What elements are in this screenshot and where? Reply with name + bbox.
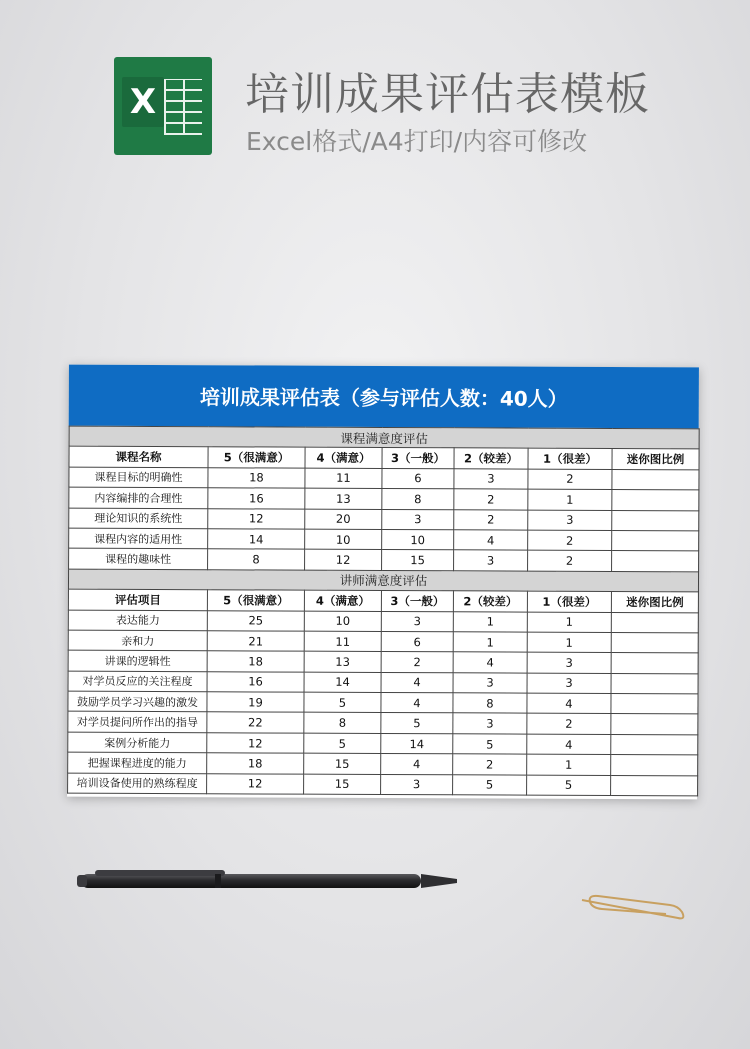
value-cell: 3 [381, 611, 453, 632]
value-cell: 18 [208, 468, 305, 489]
value-cell: 12 [208, 508, 305, 529]
table-row [68, 752, 698, 775]
value-cell: 3 [527, 673, 611, 694]
column-header: 迷你图比例 [612, 449, 699, 470]
table-row [69, 508, 699, 531]
value-cell: 15 [304, 774, 381, 795]
paperclip-icon [578, 892, 688, 926]
column-header: 1（很差） [528, 449, 612, 470]
row-label-cell: 表达能力 [68, 610, 207, 631]
sparkline-cell [611, 632, 698, 653]
section-label: 讲师满意度评估 [68, 569, 698, 592]
value-cell: 4 [527, 734, 611, 755]
excel-icon [114, 57, 212, 155]
value-cell: 5 [304, 733, 381, 754]
table-row [68, 650, 698, 673]
row-label-cell: 鼓励学员学习兴趣的激发 [68, 691, 207, 712]
table-row [68, 630, 698, 653]
sparkline-cell [611, 653, 698, 674]
spreadsheet-sheet [67, 365, 699, 800]
evaluation-table [67, 426, 700, 797]
value-cell: 3 [382, 509, 454, 530]
value-cell: 15 [382, 550, 454, 571]
value-cell: 5 [527, 775, 611, 796]
row-label-cell: 课程目标的明确性 [69, 467, 208, 488]
column-header: 4（满意） [304, 590, 381, 611]
value-cell: 2 [454, 509, 528, 530]
sheet-title: 培训成果评估表（参与评估人数：40人） [69, 365, 699, 429]
value-cell: 8 [304, 713, 381, 734]
value-cell: 12 [207, 733, 304, 754]
row-label-cell: 讲课的逻辑性 [68, 650, 207, 671]
value-cell: 1 [527, 632, 611, 653]
value-cell: 16 [208, 488, 305, 509]
pen-icon [75, 866, 463, 894]
row-label-cell: 培训设备使用的熟练程度 [68, 773, 207, 794]
value-cell: 25 [207, 610, 304, 631]
section-header-row [69, 426, 699, 449]
value-cell: 19 [207, 692, 304, 713]
value-cell: 3 [381, 774, 453, 795]
value-cell: 8 [208, 549, 305, 570]
value-cell: 14 [304, 672, 381, 693]
row-label-cell: 内容编排的合理性 [69, 487, 208, 508]
value-cell: 20 [305, 509, 382, 530]
table-row [68, 610, 698, 633]
excel-grid-icon [164, 79, 202, 135]
row-label-cell: 理论知识的系统性 [69, 508, 208, 529]
value-cell: 12 [207, 773, 304, 794]
sparkline-cell [611, 734, 698, 755]
row-label-cell: 亲和力 [68, 630, 207, 651]
sparkline-cell [612, 551, 699, 572]
value-cell: 5 [381, 713, 453, 734]
value-cell: 4 [381, 672, 453, 693]
value-cell: 14 [381, 733, 453, 754]
table-row [69, 528, 699, 551]
page-subtitle: Excel格式/A4打印/内容可修改 [246, 127, 588, 156]
value-cell: 2 [528, 469, 612, 490]
column-header: 5（很满意） [207, 590, 304, 611]
value-cell: 8 [382, 489, 454, 510]
table-row [69, 467, 699, 490]
value-cell: 2 [527, 714, 611, 735]
table-row [68, 712, 698, 735]
sparkline-cell [611, 714, 698, 735]
column-header: 评估项目 [68, 589, 207, 610]
row-label-cell: 对学员反应的关注程度 [68, 671, 207, 692]
value-cell: 4 [381, 693, 453, 714]
row-label-cell: 对学员提问所作出的指导 [68, 712, 207, 733]
value-cell: 2 [454, 489, 528, 510]
sparkline-cell [611, 673, 698, 694]
sparkline-cell [612, 490, 699, 511]
value-cell: 6 [381, 631, 453, 652]
value-cell: 4 [454, 530, 528, 551]
column-header: 2（较差） [454, 448, 528, 469]
table-row [68, 691, 698, 714]
sparkline-cell [612, 510, 699, 531]
value-cell: 3 [454, 550, 528, 571]
column-header: 2（较差） [453, 591, 527, 612]
sparkline-cell [612, 530, 699, 551]
row-label-cell: 课程内容的适用性 [69, 528, 208, 549]
column-header-row [69, 447, 699, 470]
value-cell: 6 [382, 468, 454, 489]
value-cell: 1 [527, 754, 611, 775]
table-row [68, 671, 698, 694]
value-cell: 13 [305, 488, 382, 509]
value-cell: 16 [207, 671, 304, 692]
value-cell: 8 [453, 693, 527, 714]
value-cell: 3 [453, 713, 527, 734]
value-cell: 4 [453, 652, 527, 673]
column-header: 5（很满意） [208, 447, 305, 468]
value-cell: 14 [208, 529, 305, 550]
column-header: 迷你图比例 [611, 592, 698, 613]
sparkline-cell [612, 469, 699, 490]
section-header-row [68, 569, 698, 592]
value-cell: 22 [207, 712, 304, 733]
value-cell: 11 [304, 631, 381, 652]
table-row [69, 548, 699, 571]
value-cell: 18 [207, 651, 304, 672]
value-cell: 5 [304, 692, 381, 713]
value-cell: 2 [528, 530, 612, 551]
sparkline-cell [611, 612, 698, 633]
row-label-cell: 课程的趣味性 [69, 548, 208, 569]
value-cell: 10 [382, 529, 454, 550]
value-cell: 3 [527, 652, 611, 673]
value-cell: 5 [453, 774, 527, 795]
value-cell: 2 [453, 754, 527, 775]
sparkline-cell [611, 694, 698, 715]
value-cell: 3 [453, 672, 527, 693]
value-cell: 2 [528, 550, 612, 571]
column-header: 3（一般） [382, 448, 454, 469]
sparkline-cell [611, 755, 698, 776]
column-header-row [68, 589, 698, 612]
value-cell: 4 [381, 754, 453, 775]
value-cell: 3 [528, 510, 612, 531]
value-cell: 21 [207, 631, 304, 652]
excel-x-glyph: X [122, 77, 164, 127]
value-cell: 11 [305, 468, 382, 489]
sparkline-cell [611, 775, 698, 796]
value-cell: 1 [453, 611, 527, 632]
value-cell: 1 [528, 489, 612, 510]
row-label-cell: 把握课程进度的能力 [68, 752, 207, 773]
column-header: 3（一般） [381, 591, 453, 612]
column-header: 4（满意） [305, 448, 382, 469]
table-row [68, 732, 698, 755]
value-cell: 15 [304, 753, 381, 774]
value-cell: 10 [305, 529, 382, 550]
value-cell: 12 [305, 550, 382, 571]
value-cell: 5 [453, 734, 527, 755]
table-row [69, 487, 699, 510]
page-title: 培训成果评估表模板 [245, 69, 650, 120]
value-cell: 3 [454, 469, 528, 490]
value-cell: 13 [304, 651, 381, 672]
row-label-cell: 案例分析能力 [68, 732, 207, 753]
section-label: 课程满意度评估 [69, 426, 699, 449]
value-cell: 2 [381, 652, 453, 673]
value-cell: 1 [453, 632, 527, 653]
value-cell: 4 [527, 693, 611, 714]
table-row [68, 773, 698, 796]
value-cell: 18 [207, 753, 304, 774]
value-cell: 10 [304, 611, 381, 632]
column-header: 1（很差） [527, 591, 611, 612]
value-cell: 1 [527, 612, 611, 633]
column-header: 课程名称 [69, 447, 208, 468]
